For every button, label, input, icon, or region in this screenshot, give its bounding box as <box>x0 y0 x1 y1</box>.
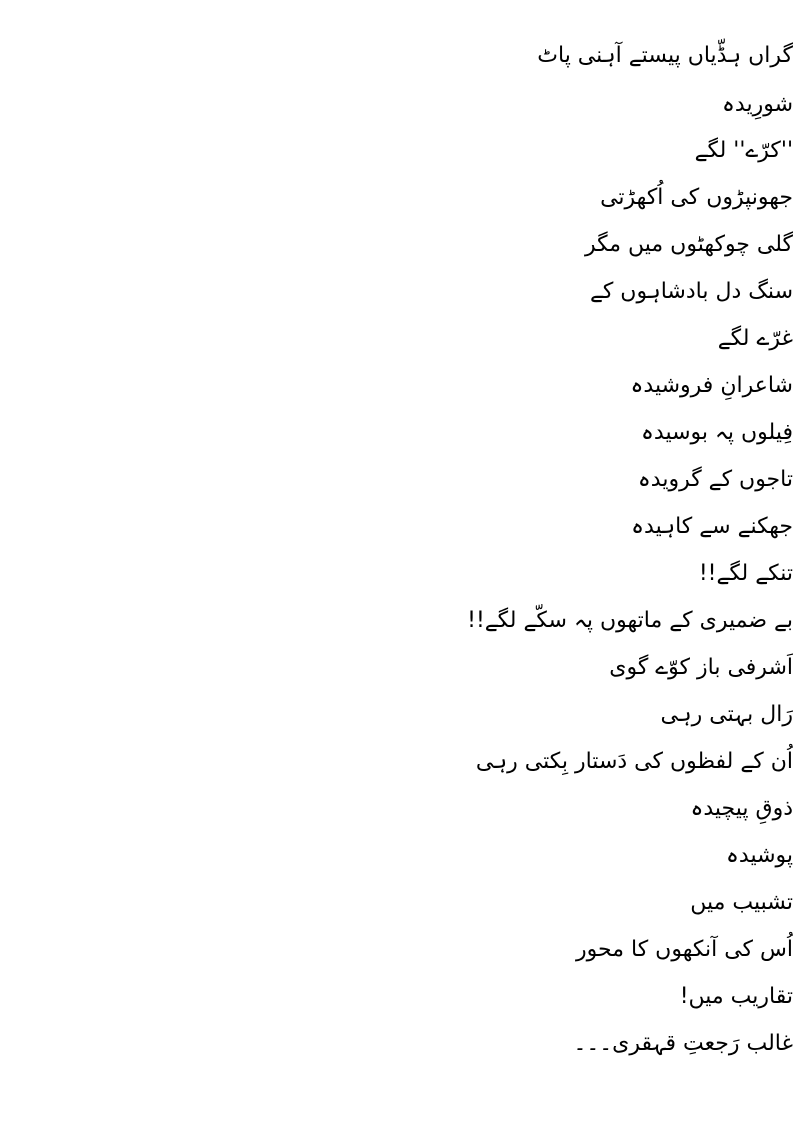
poem-line: سنگ دل بادشاہوں کے <box>589 279 793 304</box>
poem-line: فِیلوں پہ بوسیدہ <box>641 420 793 445</box>
poem-line: جھونپڑوں کی اُکھڑتی <box>600 185 793 210</box>
poem-line: پوشیدہ <box>726 843 793 868</box>
poem-line: غرّے لگے <box>717 326 793 351</box>
poem-line: تنکے لگے!! <box>698 561 793 586</box>
poem-line: تشبیب میں <box>690 890 793 915</box>
poem-line: شورِیدہ <box>722 92 793 117</box>
poem-line: اَشرفی باز کوّے گوی <box>609 655 793 680</box>
poem-line: جھکنے سے کاہیدہ <box>631 514 793 539</box>
poem-line: شاعرانِ فروشیدہ <box>630 373 793 398</box>
poem-line: تقاریب میں! <box>679 984 793 1009</box>
poem-line: ذوقِ پیچیدہ <box>690 796 793 821</box>
poem-line: گلی چوکھٹوں میں مگر <box>584 232 793 257</box>
poem-line: اُس کی آنکھوں کا محور <box>576 937 793 962</box>
poem-line: گراں ہڈّیاں پیستے آہنی پاٹ <box>537 43 793 68</box>
poem-line: اُن کے لفظوں کی دَستار بِکتی رہی <box>475 749 793 774</box>
poem-line: غالب رَجعتِ قہقری۔۔۔ <box>573 1031 793 1056</box>
poem-line: رَال بہتی رہی <box>660 702 793 727</box>
poem-line: تاجوں کے گرویدہ <box>637 467 793 492</box>
poem-line: ''کرّے'' لگے <box>694 138 793 163</box>
poem-line: بے ضمیری کے ماتھوں پہ سکّے لگے!! <box>467 608 793 633</box>
